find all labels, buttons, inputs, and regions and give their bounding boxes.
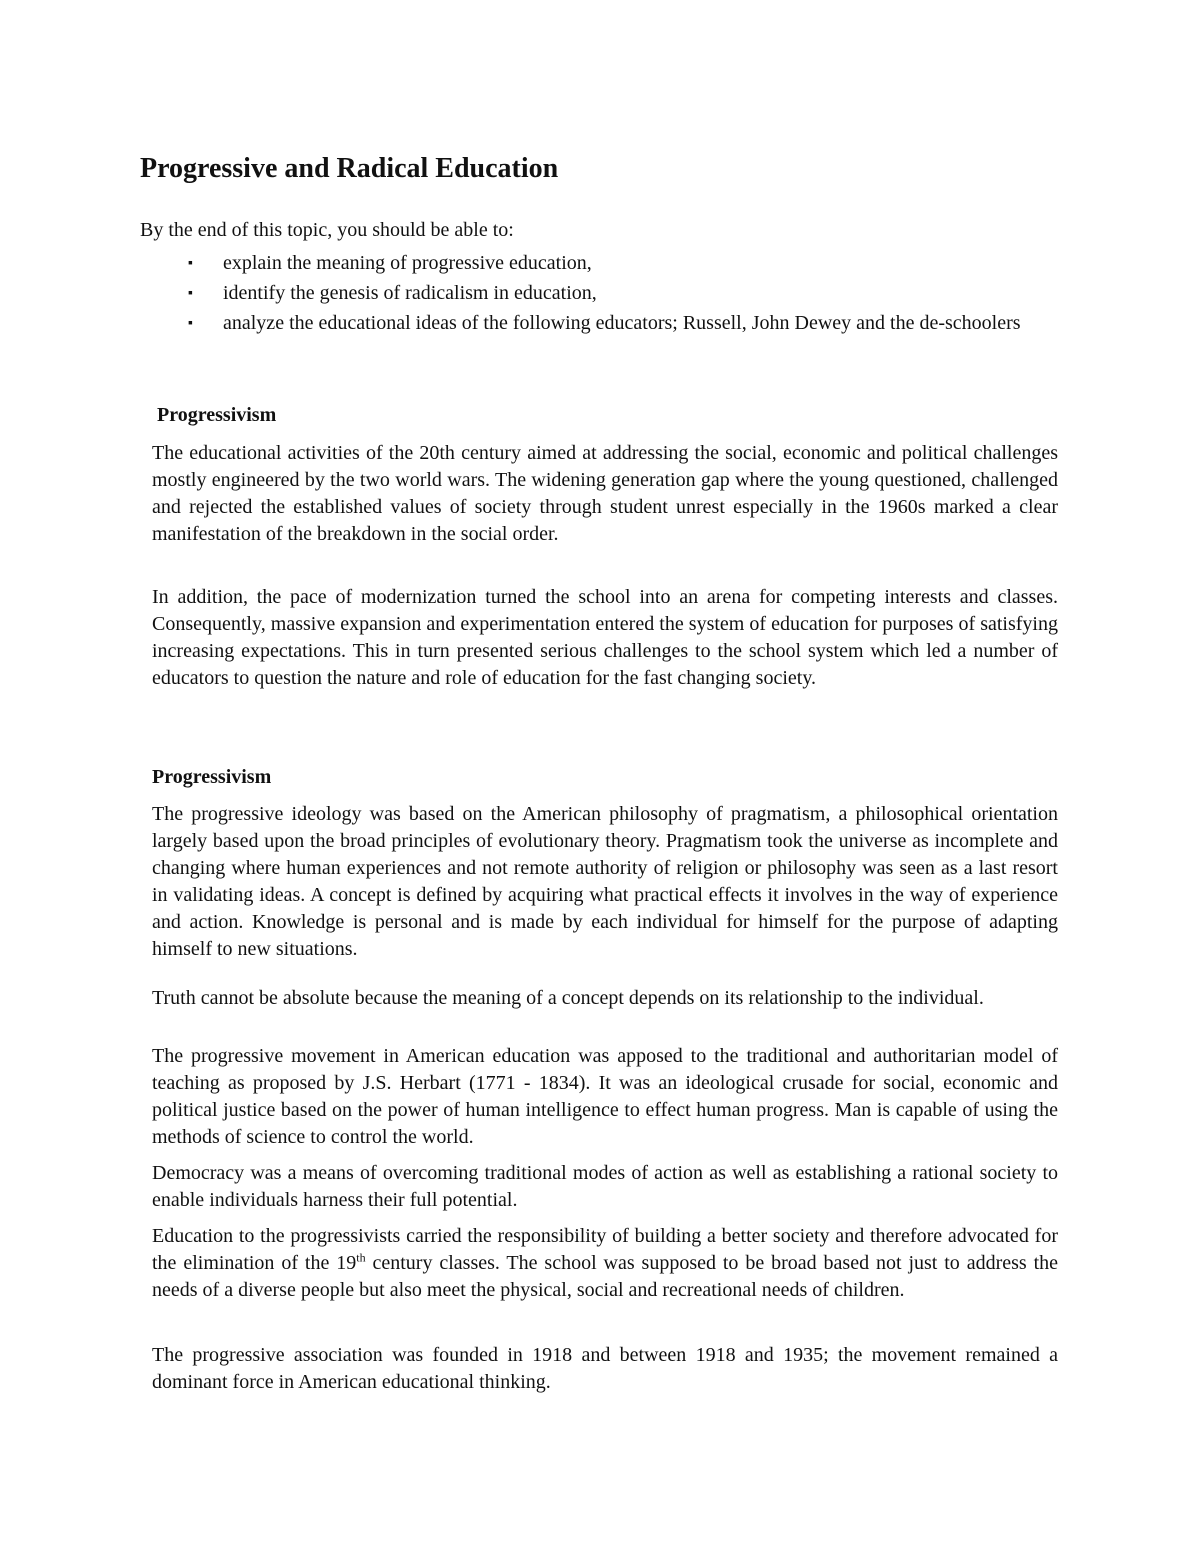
paragraph-text: century classes. The school was supposed to be broad based not just to address the needs of a diverse people but also meet the physical, social and recreational needs of children. bbox=[152, 1252, 1059, 1301]
list-item bbox=[188, 280, 1060, 307]
objective-text: analyze the educational ideas of the following educators; Russell, John Dewey and the de-schoolers bbox=[223, 312, 1021, 334]
square-bullet-icon: ▪ bbox=[188, 256, 193, 271]
paragraph: The progressive movement in American education was apposed to the traditional and authoritarian model of teaching as proposed by J.S. Herbart (1771 - 1834). It was an ideological crusade for social, economic and political justice based on the power of human intelligence to effect human progress. Man is capable of using the methods of science to control the world. bbox=[152, 1045, 1058, 1148]
superscript: th bbox=[356, 1250, 366, 1265]
section-heading: Progressivism bbox=[152, 766, 272, 788]
list-item bbox=[188, 250, 1060, 277]
paragraph: The progressive association was founded in 1918 and between 1918 and 1935; the movement remained a dominant force in American educational thinking. bbox=[152, 1344, 1058, 1393]
square-bullet-icon: ▪ bbox=[188, 316, 193, 331]
objective-text: explain the meaning of progressive education, bbox=[223, 252, 592, 274]
paragraph: Democracy was a means of overcoming traditional modes of action as well as establishing a rational society to enable individuals harness their full potential. bbox=[152, 1162, 1058, 1211]
objective-text: identify the genesis of radicalism in education, bbox=[223, 282, 597, 304]
intro-text: By the end of this topic, you should be able to: bbox=[140, 219, 514, 241]
paragraph: Truth cannot be absolute because the meaning of a concept depends on its relationship to the individual. bbox=[152, 987, 984, 1009]
objectives-list bbox=[188, 250, 1060, 340]
paragraph: The progressive ideology was based on the American philosophy of pragmatism, a philosophical orientation largely based upon the broad principles of evolutionary theory. Pragmatism took the universe as incomplete and changing where human experiences and not remote authority of religion or philosophy was seen as a last resort in validating ideas. A concept is defined by acquiring what practical effects it involves in the way of experience and action. Knowledge is personal and is made by each individual for himself for the purpose of adapting himself to new situations. bbox=[152, 803, 1058, 960]
list-item bbox=[188, 310, 1060, 337]
section-heading: Progressivism bbox=[157, 404, 277, 426]
paragraph: The educational activities of the 20th century aimed at addressing the social, economic and political challenges mostly engineered by the two world wars. The widening generation gap where the young questioned, challenged and rejected the established values of society through student unrest especially in the 1960s marked a clear manifestation of the breakdown in the social order. bbox=[152, 442, 1058, 545]
square-bullet-icon: ▪ bbox=[188, 286, 193, 301]
page-title: Progressive and Radical Education bbox=[140, 153, 559, 184]
paragraph bbox=[152, 1223, 1058, 1304]
paragraph: In addition, the pace of modernization turned the school into an arena for competing interests and classes. Consequently, massive expansion and experimentation entered the system of education for purposes of satisfying increasing expectations. This in turn presented serious challenges to the school system which led a number of educators to question the nature and role of education for the fast changing society. bbox=[152, 586, 1058, 689]
paragraph-text: Education to the progressivists carried the responsibility of building a better society and therefore advocated for the elimination of the 19 bbox=[152, 1225, 1058, 1274]
